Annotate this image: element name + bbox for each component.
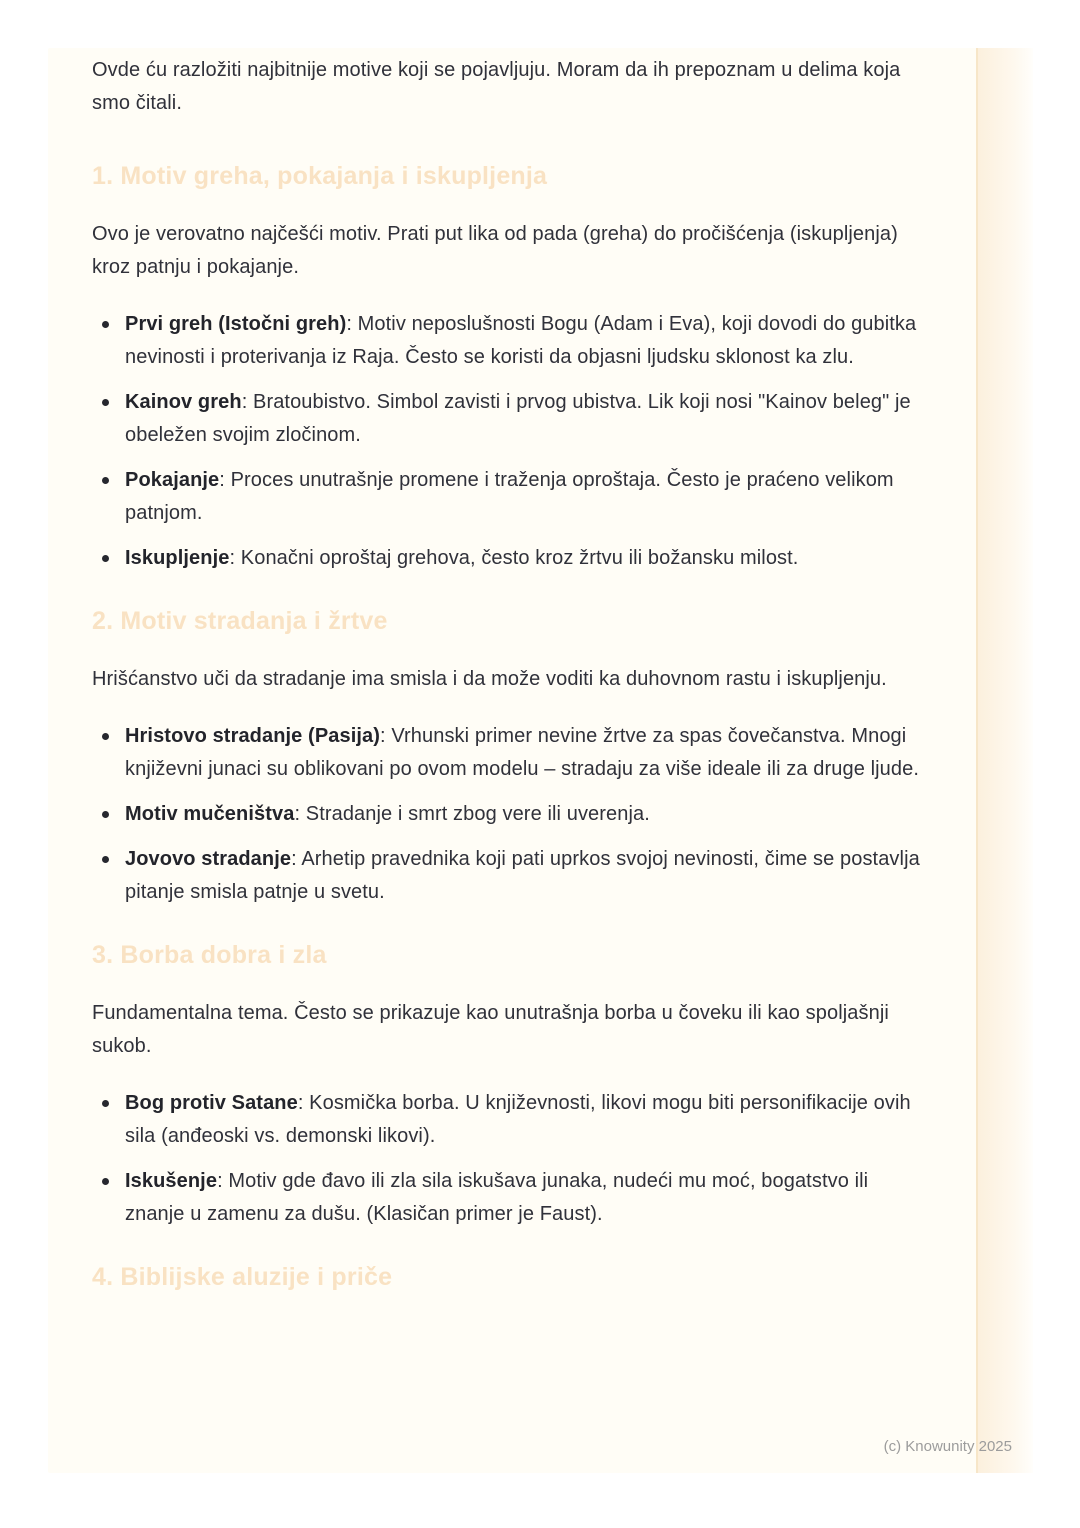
bullet-term: Kainov greh xyxy=(125,391,242,413)
bullet-icon xyxy=(102,856,109,863)
bullet-term: Hristovo stradanje (Pasija) xyxy=(125,725,381,747)
bullet-text: : Konačni oproštaj grehova, često kroz žrtvu ili božansku milost. xyxy=(229,547,799,569)
bullet-term: Prvi greh (Istočni greh) xyxy=(125,313,347,335)
list-item xyxy=(92,542,932,575)
list-item xyxy=(92,308,932,374)
section-paragraph: Ovo je verovatno najčešći motiv. Prati put lika od pada (greha) do pročišćenja (iskupljenja) kroz patnju i pokajanje. xyxy=(92,223,898,278)
list-item xyxy=(92,1087,932,1153)
intro-paragraph: Ovde ću razložiti najbitnije motive koji se pojavljuju. Moram da ih prepoznam u delima koja smo čitali. xyxy=(92,59,901,114)
section-heading-1: 1. Motiv greha, pokajanja i iskupljenja xyxy=(92,162,548,190)
bullet-list xyxy=(92,720,932,909)
section-paragraph: Hrišćanstvo uči da stradanje ima smisla i da može voditi ka duhovnom rastu i iskupljenju. xyxy=(92,668,887,690)
bullet-term: Iskušenje xyxy=(125,1170,218,1192)
section-paragraph: Fundamentalna tema. Često se prikazuje kao unutrašnja borba u čoveku ili kao spoljašnji sukob. xyxy=(92,1002,889,1057)
bullet-icon xyxy=(102,1178,109,1185)
list-item xyxy=(92,843,932,909)
bullet-icon xyxy=(102,555,109,562)
list-item xyxy=(92,1165,932,1231)
bullet-term: Jovovo stradanje xyxy=(125,848,292,870)
bullet-text: : Motiv gde đavo ili zla sila iskušava junaka, nudeći mu moć, bogatstvo ili znanje u zamenu za dušu. (Klasičan primer je Faust). xyxy=(125,1170,869,1225)
bullet-text: : Proces unutrašnje promene i traženja oproštaja. Često je praćeno velikom patnjom. xyxy=(125,469,894,524)
bullet-icon xyxy=(102,1100,109,1107)
copyright-watermark: (c) Knowunity 2025 xyxy=(883,1438,1012,1455)
bullet-icon xyxy=(102,477,109,484)
bullet-text: : Stradanje i smrt zbog vere ili uverenja. xyxy=(294,803,650,825)
bullet-icon xyxy=(102,321,109,328)
list-item xyxy=(92,798,932,831)
bullet-term: Pokajanje xyxy=(125,469,220,491)
bullet-text: : Motiv neposlušnosti Bogu (Adam i Eva), koji dovodi do gubitka nevinosti i proterivanja iz Raja. Često se koristi da objasni ljudsku sklonost ka zlu. xyxy=(125,313,917,368)
section-heading-2: 2. Motiv stradanja i žrtve xyxy=(92,607,388,635)
section-heading-3: 3. Borba dobra i zla xyxy=(92,941,327,969)
page-margin-strip xyxy=(976,48,1033,1473)
list-item xyxy=(92,386,932,452)
bullet-icon xyxy=(102,733,109,740)
document-content xyxy=(92,48,932,1297)
list-item xyxy=(92,720,932,786)
bullet-text: : Kosmička borba. U književnosti, likovi mogu biti personifikacije ovih sila (anđeoski vs. demonski likovi). xyxy=(125,1092,911,1147)
bullet-icon xyxy=(102,399,109,406)
list-item xyxy=(92,464,932,530)
bullet-text: : Vrhunski primer nevine žrtve za spas čovečanstva. Mnogi književni junaci su oblikovani po ovom modelu – stradaju za više ideale ili za druge ljude. xyxy=(125,725,919,780)
bullet-list xyxy=(92,308,932,575)
section-heading-4: 4. Biblijske aluzije i priče xyxy=(92,1263,393,1291)
document-page xyxy=(48,48,1033,1473)
bullet-list xyxy=(92,1087,932,1231)
bullet-term: Iskupljenje xyxy=(125,547,230,569)
bullet-text: : Bratoubistvo. Simbol zavisti i prvog ubistva. Lik koji nosi "Kainov beleg" je obeležen svojim zločinom. xyxy=(125,391,911,446)
bullet-term: Motiv mučeništva xyxy=(125,803,295,825)
bullet-icon xyxy=(102,811,109,818)
bullet-text: : Arhetip pravednika koji pati uprkos svojoj nevinosti, čime se postavlja pitanje smisla patnje u svetu. xyxy=(125,848,920,903)
bullet-term: Bog protiv Satane xyxy=(125,1092,298,1114)
